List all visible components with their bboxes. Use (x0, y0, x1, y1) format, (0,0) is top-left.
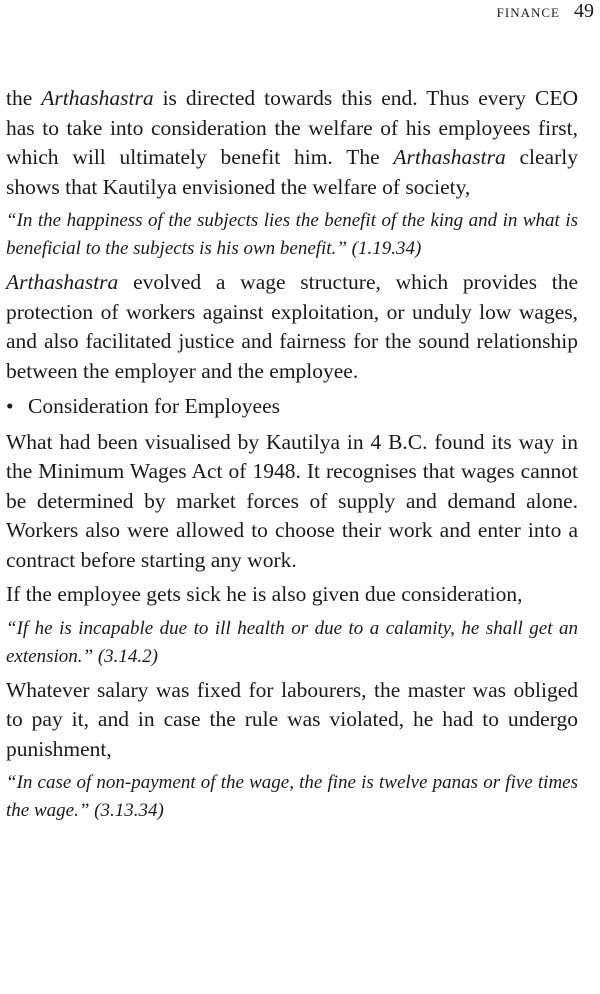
bullet-heading (6, 392, 578, 422)
book-title: Arthashastra (41, 86, 154, 110)
quote-1: “In the happiness of the subjects lies the benefit of the king and in what is beneficial to the subjects is his own benefit.” (1.19.34) (6, 210, 578, 259)
page-body (6, 84, 578, 830)
paragraph-3: What had been visualised by Kautilya in 4 B.C. found its way in the Minimum Wages Act of 1948. It recognises that wages cannot be determined by market forces of supply and demand alone. Workers also were allowed to choose their work and enter into a contract before starting any work. (6, 429, 578, 572)
bullet-icon: • (6, 394, 14, 418)
paragraph-1: the Arthashastra is directed towards this end. Thus every CEO has to take into consideration the welfare of his employees first, which will ultimately benefit him. The Arthashastra clearly shows that Kautilya envisioned the welfare of society, (6, 86, 578, 199)
paragraph-4: If the employee gets sick he is also given due consideration, (6, 582, 523, 606)
paragraph-5: Whatever salary was fixed for labourers, the master was obliged to pay it, and in case the rule was violated, he had to undergo punishment, (6, 677, 578, 761)
quote-2: “If he is incapable due to ill health or due to a calamity, he shall get an extension.” (3.14.2) (6, 617, 578, 667)
book-title: Arthashastra (393, 145, 506, 169)
running-head: FINANCE (496, 5, 560, 20)
paragraph-2: Arthashastra evolved a wage structure, which provides the protection of workers against exploitation, or unduly low wages, and also facilitated justice and fairness for the sound relationship between the employer and the employee. (6, 270, 578, 383)
page-header (497, 0, 594, 23)
quote-3: “In case of non-payment of the wage, the fine is twelve panas or five times the wage.” (3.13.34) (6, 772, 578, 821)
book-title: Arthashastra (6, 270, 119, 294)
page-number: 49 (574, 0, 594, 22)
section-heading: Consideration for Employees (28, 394, 280, 418)
